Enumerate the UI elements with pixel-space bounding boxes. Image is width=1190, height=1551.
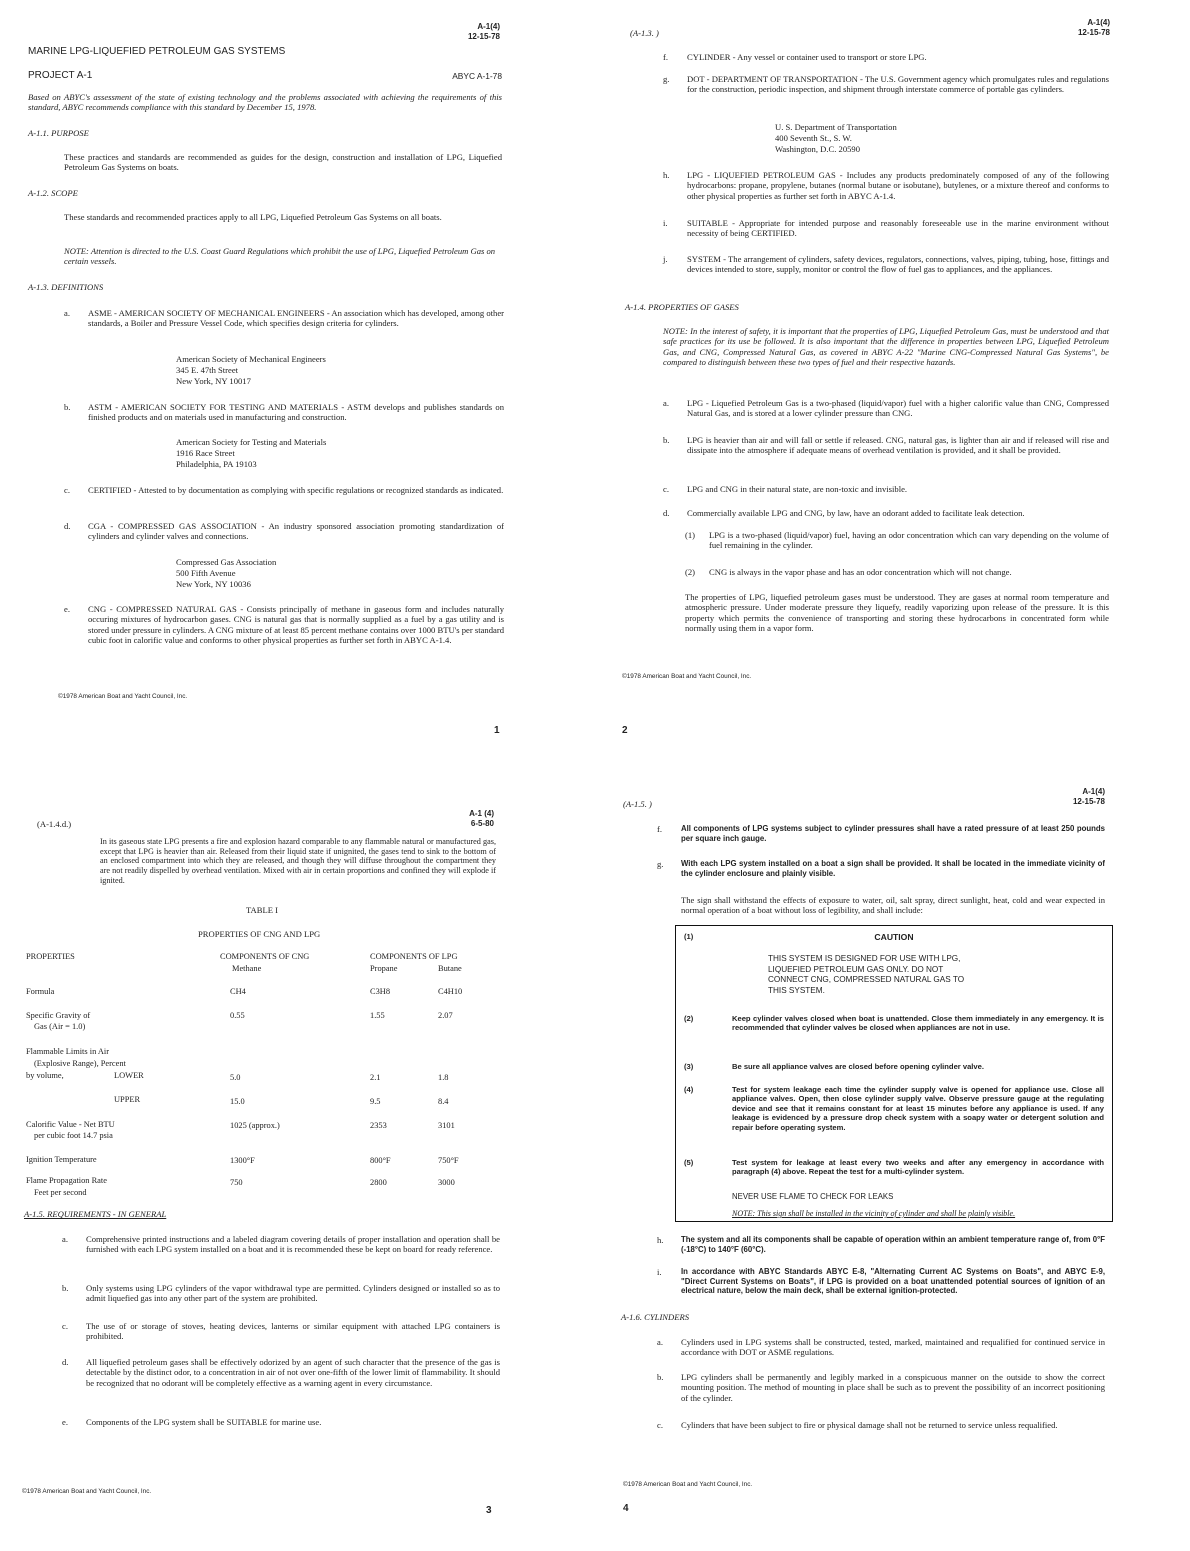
sign-item-label: (2): [684, 1014, 694, 1023]
section-heading: A-1.4. PROPERTIES OF GASES: [625, 302, 739, 312]
table-cell: 2.1: [370, 1073, 381, 1082]
requirement-item: [62, 1357, 500, 1388]
item-text: In accordance with ABYC Standards ABYC E-8, "Alternating Current AC Systems on Boats", and ABYC E-9, "Direct Current Systems on Boats", if LPG is provided on a boat unattended potential sources of ignition of an electrical nature, below the main deck, shall be external ignition-protected.: [681, 1267, 1105, 1295]
item-label: c.: [62, 1321, 68, 1331]
page-header: [400, 809, 494, 828]
item-label: b.: [657, 1372, 664, 1382]
table-label: TABLE I: [246, 905, 279, 915]
table-row-label: Feet per second: [34, 1188, 87, 1197]
page-number: 2: [622, 725, 628, 736]
page-2: [595, 0, 1190, 775]
table-cell: 8.4: [438, 1097, 449, 1106]
table-cell: 3101: [438, 1121, 455, 1130]
requirement-item: [657, 824, 1105, 843]
property-item: [663, 508, 1109, 518]
header-code: A-1(4): [1087, 18, 1110, 27]
caution-line: THIS SYSTEM IS DESIGNED FOR USE WITH LPG,: [768, 954, 961, 963]
caution-line: CONNECT CNG, COMPRESSED NATURAL GAS TO: [768, 975, 965, 985]
address-line: American Society for Testing and Materials: [176, 437, 327, 447]
header-date: 6-5-80: [470, 818, 494, 828]
section-heading: A-1.3. DEFINITIONS: [28, 282, 104, 292]
doc-title: MARINE LPG-LIQUEFIED PETROLEUM GAS SYSTEMS: [28, 46, 286, 57]
table-cell: 1025 (approx.): [230, 1121, 280, 1130]
address-line: 1916 Race Street: [176, 448, 235, 459]
section-heading: A-1.6. CYLINDERS: [621, 1312, 690, 1322]
sign-item-label: (4): [684, 1085, 694, 1094]
item-text: Commercially available LPG and CNG, by law, have an odorant added to facilitate leak detection.: [687, 508, 1025, 518]
definition-item: [64, 402, 504, 423]
header-code: A-1 (4): [469, 809, 494, 818]
item-label: f.: [663, 52, 669, 62]
page-number: 1: [494, 725, 500, 736]
property-item: [663, 484, 1109, 494]
table-cell: 0.55: [230, 1011, 245, 1020]
definition-item: [64, 308, 504, 329]
table-cell: 1300°F: [230, 1156, 255, 1165]
definition-item: [64, 521, 504, 542]
copyright-notice: ©1978 American Boat and Yacht Council, Inc.: [22, 1488, 152, 1495]
table-row-label: (Explosive Range), Percent: [34, 1059, 126, 1068]
table-cell: 5.0: [230, 1073, 241, 1082]
intro-paragraph: In its gaseous state LPG presents a fire and explosion hazard comparable to any flammable natural or manufactured gas, except that LPG is heavier than air. Released from their liquid state if unignited, the gases tend to sink to the bottom of an enclosed compartment into which they are released, and though they will diffuse throughout the compartment they are not readily dispelled by overhead ventilation. Mixed with air in certain proportions and confined they will explode if ignited.: [100, 837, 496, 885]
item-text: The system and all its components shall be capable of operation within an ambient temperature range of, from 0°F (-18°C) to 140°F (60°C).: [681, 1235, 1105, 1254]
property-subitem: [685, 567, 1109, 577]
properties-note: NOTE: In the interest of safety, it is important that the properties of LPG, Liquefied Petroleum Gas, must be understood and that safe practices for its use be followed. It is also important that the difference in properties between LPG, Liquefied Petroleum Gas, and CNG, Compressed Natural Gas, as covered in ABYC A-22 "Marine CNG-Compressed Natural Gas Systems", be compared to distinguish between these two types of fuel and their respective hazards.: [663, 326, 1109, 368]
table-cell: 800°F: [370, 1156, 391, 1165]
definition-item: [663, 170, 1109, 201]
cylinder-item: [657, 1372, 1105, 1403]
caution-text: [768, 954, 964, 997]
table-row-label: UPPER: [114, 1095, 141, 1104]
definition-item: [663, 254, 1109, 275]
definition-item: [64, 604, 504, 646]
section-heading: A-1.1. PURPOSE: [28, 128, 89, 138]
address-line: Compressed Gas Association: [176, 557, 277, 567]
page-3: [0, 775, 595, 1551]
project-label: PROJECT A-1: [28, 70, 93, 81]
table-cell: 750°F: [438, 1156, 459, 1165]
item-text: All components of LPG systems subject to cylinder pressures shall have a rated pressure of at least 250 pounds per square inch gauge.: [681, 824, 1105, 843]
table-row-label: Gas (Air = 1.0): [34, 1022, 86, 1031]
address-line: 400 Seventh St., S. W.: [775, 133, 852, 144]
page-number: 4: [623, 1503, 629, 1514]
address-line: 345 E. 47th Street: [176, 365, 239, 376]
address-line: 500 Fifth Avenue: [176, 568, 236, 579]
item-label: d.: [64, 521, 71, 531]
address-block: [176, 354, 326, 388]
sign-item-label: (5): [684, 1158, 694, 1167]
item-label: b.: [64, 402, 71, 412]
table-row-label: Specific Gravity of: [26, 1011, 91, 1020]
address-block: [176, 557, 276, 591]
sign-item-text: Test system for leakage at least every two weeks and after any emergency in accordance with paragraph (4) above. Repeat the test for a multi-cylinder system.: [732, 1158, 1104, 1177]
section-heading: A-1.5. REQUIREMENTS - IN GENERAL: [24, 1209, 167, 1219]
item-label: c.: [64, 485, 70, 495]
running-head: (A-1.4.d.): [37, 819, 72, 829]
item-text: The use of or storage of stoves, heating devices, lanterns or similar equipment with attached LPG containers is prohibited.: [86, 1321, 500, 1342]
table-cell: 2.07: [438, 1011, 453, 1020]
item-label: e.: [64, 604, 70, 614]
sign-item-label: (3): [684, 1062, 694, 1071]
table-cell: 1.8: [438, 1073, 449, 1082]
header-date: 12-15-78: [467, 31, 500, 41]
item-text: Comprehensive printed instructions and a labeled diagram covering details of proper installation and operation shall be furnished with each LPG system installed on a boat and it is recommended these be kept on board for ready reference.: [86, 1234, 500, 1255]
table-row-label: Flammable Limits in Air: [26, 1047, 110, 1056]
table-row-label: Flame Propagation Rate: [26, 1176, 107, 1185]
table-cell: 2353: [370, 1121, 387, 1130]
table-row-label: Formula: [26, 987, 55, 996]
sign-note: NOTE: This sign shall be installed in the vicinity of cylinder and shall be plainly visible.: [732, 1209, 1016, 1218]
item-label: (1): [685, 530, 696, 540]
item-text: CYLINDER - Any vessel or container used to transport or store LPG.: [687, 52, 927, 62]
header-code: A-1(4): [477, 22, 500, 31]
item-label: (2): [685, 567, 696, 577]
definition-item: [663, 218, 1109, 239]
caution-heading: CAUTION: [874, 932, 914, 942]
table-row-label: Ignition Temperature: [26, 1155, 97, 1164]
item-text: LPG - LIQUEFIED PETROLEUM GAS - Includes any products predominately composed of any of the following hydrocarbons: propane, propylene, butanes (normal butane or isobutane), butylenes, or a mixture thereof and conforms to other physical properties as further set forth in ABYC A-1.4.: [687, 170, 1109, 201]
table-cell: 1.55: [370, 1011, 385, 1020]
caution-line: THIS SYSTEM.: [768, 985, 825, 995]
address-line: U. S. Department of Transportation: [775, 122, 897, 132]
item-text: Cylinders used in LPG systems shall be constructed, tested, marked, maintained and requalified for continued service in accordance with DOT or ASME regulations.: [681, 1337, 1105, 1358]
table-cell: 750: [230, 1178, 243, 1187]
item-text: LPG is a two-phased (liquid/vapor) fuel, having an odor concentration which can vary depending on the volume of fuel remaining in the cylinder.: [709, 530, 1109, 551]
item-text: LPG - Liquefied Petroleum Gas is a two-phased (liquid/vapor) fuel with a higher calorific value than CNG, Compressed Natural Gas, and is stored at a lower cylinder pressure than CNG.: [687, 398, 1109, 419]
item-text: ASTM - AMERICAN SOCIETY FOR TESTING AND MATERIALS - ASTM develops and publishes standards on finished products and on materials used in manufacturing and construction.: [88, 402, 504, 423]
header-date: 12-15-78: [1072, 796, 1105, 806]
sign-intro: The sign shall withstand the effects of exposure to water, oil, salt spray, direct sunlight, heat, cold and wear expected in normal operation of a boat without loss of legibility, and shall include:: [681, 895, 1105, 916]
table-header: Propane: [370, 964, 398, 973]
requirement-item: [62, 1283, 500, 1304]
item-label: c.: [663, 484, 669, 494]
item-text: CGA - COMPRESSED GAS ASSOCIATION - An industry sponsored association promoting standardization of cylinders and cylinder valves and connections.: [88, 521, 504, 542]
header-date: 12-15-78: [1077, 27, 1110, 37]
scope-text: These standards and recommended practices apply to all LPG, Liquefied Petroleum Gas Systems on all boats.: [64, 212, 442, 222]
table-row-label: per cubic foot 14.7 psia: [34, 1131, 113, 1140]
intro-paragraph: Based on ABYC's assessment of the state of existing technology and the problems associated with achieving the requirements of this standard, ABYC recommends compliance with this standard by December 15, 1978.: [28, 92, 502, 113]
item-text: CERTIFIED - Attested to by documentation as complying with specific regulations or recognized standards as indicated.: [88, 485, 504, 495]
item-label: i.: [663, 218, 668, 228]
running-head: (A-1.5. ): [623, 799, 652, 809]
item-label: g.: [663, 74, 670, 84]
table-cell: C4H10: [438, 987, 463, 996]
never-flame-warning: NEVER USE FLAME TO CHECK FOR LEAKS: [732, 1192, 894, 1201]
cylinder-item: [657, 1420, 1105, 1430]
item-text: Cylinders that have been subject to fire or physical damage shall not be returned to service unless requalified.: [681, 1420, 1058, 1430]
page-number: 3: [486, 1505, 492, 1516]
table-row-label: by volume,: [26, 1071, 64, 1080]
item-text: Only systems using LPG cylinders of the vapor withdrawal type are permitted. Cylinders designed or installed so as to admit liquefied gas into any other part of the system are prohibited.: [86, 1283, 500, 1304]
page-1: [0, 0, 595, 775]
requirement-item: [657, 1235, 1105, 1254]
header-code: A-1(4): [1082, 787, 1105, 796]
table-cell: 15.0: [230, 1097, 245, 1106]
definition-item: [64, 485, 504, 495]
table-header: Butane: [438, 964, 462, 973]
sign-item-text: Be sure all appliance valves are closed before opening cylinder valve.: [732, 1062, 984, 1071]
item-label: a.: [62, 1234, 68, 1244]
item-text: CNG - COMPRESSED NATURAL GAS - Consists principally of methane in gaseous form and includes naturally occuring mixtures of hydrocarbon gases. CNG is natural gas that is normally supplied as a fuel by a gas utility and is stored under pressure in cylinders. A CNG mixture of at least 85 percent methane contains over 1000 BTU's per standard cubic foot in calorific value and conforms to other physical properties as further set forth in ABYC A-1.4.: [88, 604, 504, 646]
item-text: LPG cylinders shall be permanently and legibly marked in a conspicuous manner on the outside to show the correct mounting position. The method of mounting in place shall be such as to prevent the possibility of an incorrect positioning of the cylinder.: [681, 1372, 1105, 1403]
item-label: d.: [663, 508, 670, 518]
table-cell: 2800: [370, 1178, 387, 1187]
item-label: b.: [663, 435, 670, 445]
table-row-label: Calorific Value - Net BTU: [26, 1120, 115, 1129]
item-text: SYSTEM - The arrangement of cylinders, safety devices, regulators, connections, valves, piping, tubing, hose, fittings and devices intended to store, supply, monitor or control the flow of fuel gas to appliances, and the appliances.: [687, 254, 1109, 275]
item-text: SUITABLE - Appropriate for intended purpose and reasonably foreseeable use in the marine environment without necessity of being CERTIFIED.: [687, 218, 1109, 239]
table-header: COMPONENTS OF CNG: [220, 952, 310, 961]
item-label: f.: [657, 824, 663, 834]
properties-paragraph: The properties of LPG, liquefied petroleum gases must be understood. They are gases at normal room temperature and atmospheric pressure. Under moderate pressure they liquefy, readily vaporizing upon release of the pressure. It is this property which permits the convenience of transporting and storing these hydrocarbons in concentrated form while normally using them in a vapor form.: [685, 592, 1109, 634]
caution-sign: [675, 925, 1113, 1222]
sign-item-text: Keep cylinder valves closed when boat is unattended. Close them immediately in any emergency. It is recommended that cylinder valves be closed when appliances are not in use.: [732, 1014, 1104, 1033]
page-header: [400, 22, 500, 41]
table-cell: 3000: [438, 1178, 455, 1187]
table-header: PROPERTIES: [26, 952, 75, 961]
purpose-text: These practices and standards are recommended as guides for the design, construction and installation of LPG, Liquefied Petroleum Gas Systems on boats.: [64, 152, 502, 173]
copyright-notice: ©1978 American Boat and Yacht Council, Inc.: [623, 1481, 753, 1488]
item-label: a.: [663, 398, 669, 408]
property-item: [663, 435, 1109, 456]
table-cell: C3H8: [370, 987, 391, 996]
address-block: [775, 122, 897, 156]
copyright-notice: ©1978 American Boat and Yacht Council, Inc.: [58, 693, 188, 700]
item-text: With each LPG system installed on a boat a sign shall be provided. It shall be located in the immediate vicinity of the cylinder enclosure and plainly visible.: [681, 859, 1105, 878]
item-label: j.: [663, 254, 668, 264]
running-head: (A-1.3. ): [630, 28, 659, 38]
item-label: a.: [657, 1337, 663, 1347]
table-header: Methane: [232, 964, 262, 973]
sign-item-label: (1): [684, 932, 694, 941]
section-heading: A-1.2. SCOPE: [28, 188, 78, 198]
cylinder-item: [657, 1337, 1105, 1358]
item-text: Components of the LPG system shall be SUITABLE for marine use.: [86, 1417, 322, 1427]
item-label: c.: [657, 1420, 663, 1430]
item-text: All liquefied petroleum gases shall be effectively odorized by an agent of such character that the presence of the gas is detectable by the distinct odor, to a concentration in air of not over one-fifth of the lower limit of flammability. It should be recognized that no odorant will be completely effective as a warning agent in every circumstance.: [86, 1357, 500, 1388]
item-label: d.: [62, 1357, 69, 1367]
table-cell: 9.5: [370, 1097, 381, 1106]
definition-item: [663, 74, 1109, 95]
table-title: PROPERTIES OF CNG AND LPG: [198, 929, 321, 939]
address-line: Philadelphia, PA 19103: [176, 459, 257, 470]
item-label: e.: [62, 1417, 68, 1427]
table-row-label: LOWER: [114, 1071, 144, 1080]
item-label: g.: [657, 859, 664, 869]
item-text: ASME - AMERICAN SOCIETY OF MECHANICAL ENGINEERS - An association which has developed, among other standards, a Boiler and Pressure Vessel Code, which specifies design criteria for cylinders.: [88, 308, 504, 329]
scope-note: NOTE: Attention is directed to the U.S. Coast Guard Regulations which prohibit the use of LPG, Liquefied Petroleum Gas on certain vessels.: [64, 246, 496, 267]
address-line: New York, NY 10036: [176, 579, 251, 590]
address-line: New York, NY 10017: [176, 376, 251, 387]
property-subitem: [685, 530, 1109, 551]
table-header: COMPONENTS OF LPG: [370, 952, 458, 961]
requirement-item: [62, 1234, 500, 1255]
page-header: [1005, 787, 1105, 806]
copyright-notice: ©1978 American Boat and Yacht Council, Inc.: [622, 673, 752, 680]
caution-line: LIQUEFIED PETROLEUM GAS ONLY. DO NOT: [768, 964, 944, 974]
item-text: LPG and CNG in their natural state, are non-toxic and invisible.: [687, 484, 908, 494]
item-label: b.: [62, 1283, 69, 1293]
address-line: American Society of Mechanical Engineers: [176, 354, 326, 364]
item-text: CNG is always in the vapor phase and has an odor concentration which will not change.: [709, 567, 1012, 577]
sign-item-text: Test for system leakage each time the cylinder supply valve is opened for appliance use. Close all appliance valves. Open, then close cylinder supply valve. Observe pressure gauge at the regulating device and see that it remains constant for at least 15 minutes before any appliance is used. If any leakage is evidenced by a pressure drop check system with a soapy water or detergent solution and repair before operating system.: [732, 1085, 1104, 1132]
requirement-item: [657, 859, 1105, 878]
item-label: a.: [64, 308, 70, 318]
item-text: LPG is heavier than air and will fall or settle if released. CNG, natural gas, is lighter than air and if released will rise and dissipate into the atmosphere if adequate means of overhead ventilation is provided, and it shall be provided.: [687, 435, 1109, 456]
item-label: i.: [657, 1267, 662, 1277]
requirement-item: [62, 1417, 500, 1427]
address-line: Washington, D.C. 20590: [775, 144, 861, 155]
requirement-item: [657, 1267, 1105, 1296]
abyc-ref: ABYC A-1-78: [452, 71, 502, 81]
property-item: [663, 398, 1109, 419]
page-header: [1010, 18, 1110, 37]
item-label: h.: [657, 1235, 664, 1245]
definition-item: [663, 52, 1109, 62]
item-text: DOT - DEPARTMENT OF TRANSPORTATION - The U.S. Government agency which promulgates rules and regulations for the construction, periodic inspection, and shipment through interstate commerce of portable gas cylinders.: [687, 74, 1109, 95]
item-label: h.: [663, 170, 670, 180]
address-block: [176, 437, 326, 471]
table-cell: CH4: [230, 987, 246, 996]
requirement-item: [62, 1321, 500, 1342]
